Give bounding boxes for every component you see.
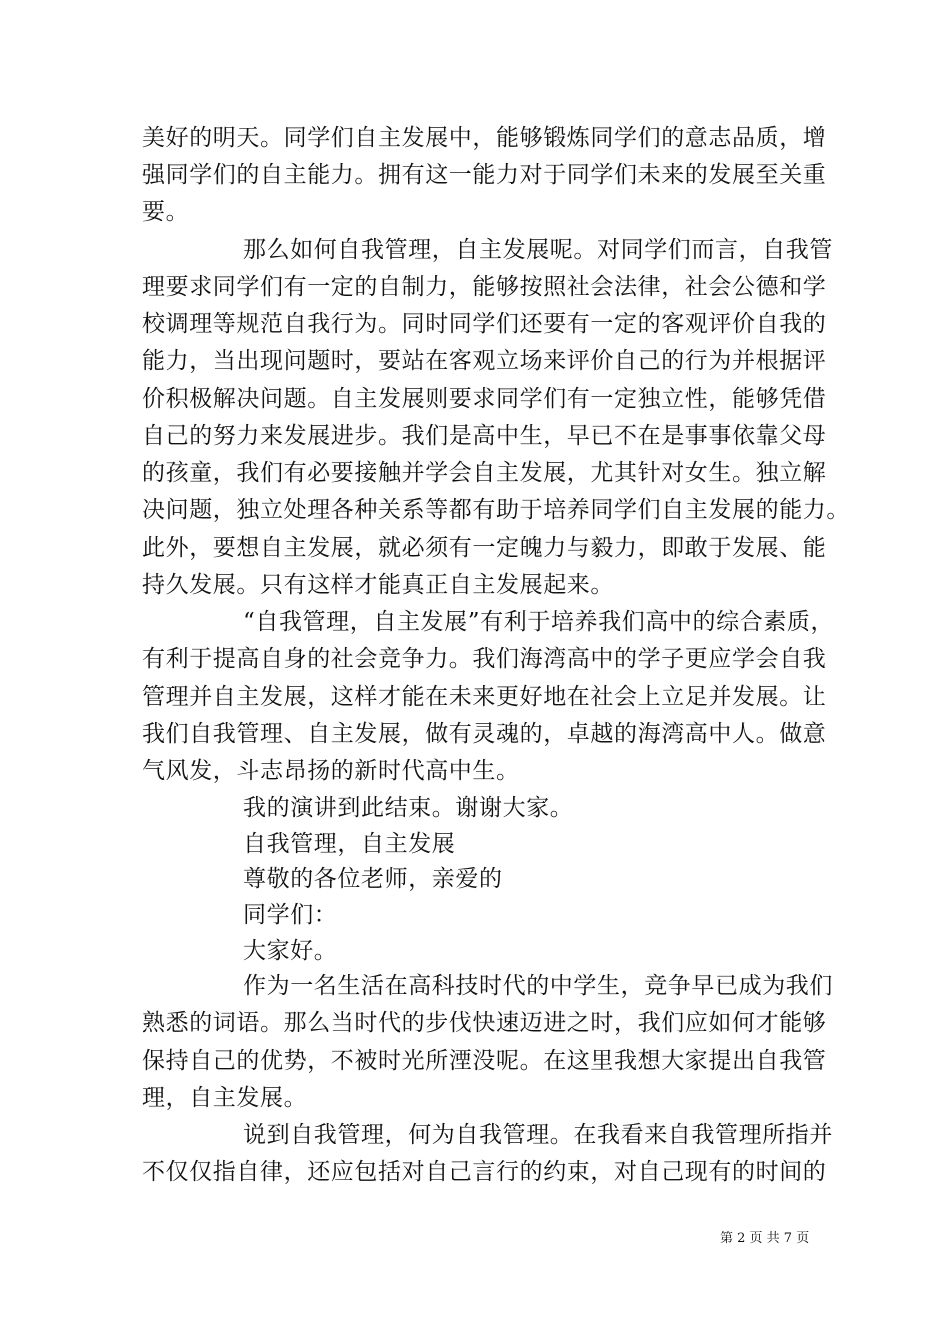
- text-line: 能力，当出现问题时，要站在客观立场来评价自己的行为并根据评: [142, 348, 827, 374]
- text-line: 我们自我管理、自主发展，做有灵魂的，卓越的海湾高中人。做意: [142, 721, 827, 747]
- text-line: 作为一名生活在高科技时代的中学生，竞争早已成为我们: [243, 973, 833, 999]
- text-line: 那么如何自我管理，自主发展呢。对同学们而言，自我管: [243, 237, 833, 263]
- text-line: 自己的努力来发展进步。我们是高中生，早已不在是事事依靠父母: [142, 423, 827, 449]
- text-line: 持久发展。只有这样才能真正自主发展起来。: [142, 572, 614, 598]
- text-line: 美好的明天。同学们自主发展中，能够锻炼同学们的意志品质，增: [142, 125, 827, 151]
- text-line: 理要求同学们有一定的自制力，能够按照社会法律，社会公德和学: [142, 274, 827, 300]
- text-line: 校调理等规范自我行为。同时同学们还要有一定的客观评价自我的: [142, 311, 827, 337]
- text-line: 的孩童，我们有必要接触并学会自主发展，尤其针对女生。独立解: [142, 460, 827, 486]
- text-line: 有利于提高自身的社会竞争力。我们海湾高中的学子更应学会自我: [142, 646, 827, 672]
- text-line: 同学们：: [243, 902, 338, 928]
- text-line: 大家好。: [243, 938, 338, 964]
- text-line: 熟悉的词语。那么当时代的步伐快速迈进之时，我们应如何才能够: [142, 1010, 827, 1036]
- text-line: 气风发，斗志昂扬的新时代高中生。: [142, 758, 520, 784]
- text-line: 强同学们的自主能力。拥有这一能力对于同学们未来的发展至关重: [142, 162, 827, 188]
- text-line: 保持自己的优势，不被时光所湮没呢。在这里我想大家提出自我管: [142, 1048, 827, 1074]
- text-line: 决问题，独立处理各种关系等都有助于培养同学们自主发展的能力。: [142, 497, 850, 523]
- text-line: 说到自我管理，何为自我管理。在我看来自我管理所指并: [243, 1122, 833, 1148]
- text-line: 要。: [142, 199, 190, 225]
- text-line: 价积极解决问题。自主发展则要求同学们有一定独立性，能够凭借: [142, 386, 827, 412]
- text-line: 此外，要想自主发展，就必须有一定魄力与毅力，即敢于发展、能: [142, 535, 827, 561]
- text-line: 管理并自主发展，这样才能在未来更好地在社会上立足并发展。让: [142, 684, 827, 710]
- text-line: 自我管理，自主发展: [243, 831, 456, 857]
- page-number-footer: 第 2 页 共 7 页: [720, 1231, 810, 1246]
- text-line: 不仅仅指自律，还应包括对自己言行的约束，对自己现有的时间的: [142, 1159, 827, 1185]
- text-line: 尊敬的各位老师，亲爱的: [243, 866, 503, 892]
- text-line: “自我管理，自主发展”有利于培养我们高中的综合素质，: [243, 609, 835, 635]
- text-line: 我的演讲到此结束。谢谢大家。: [243, 795, 574, 821]
- text-line: 理，自主发展。: [142, 1085, 308, 1111]
